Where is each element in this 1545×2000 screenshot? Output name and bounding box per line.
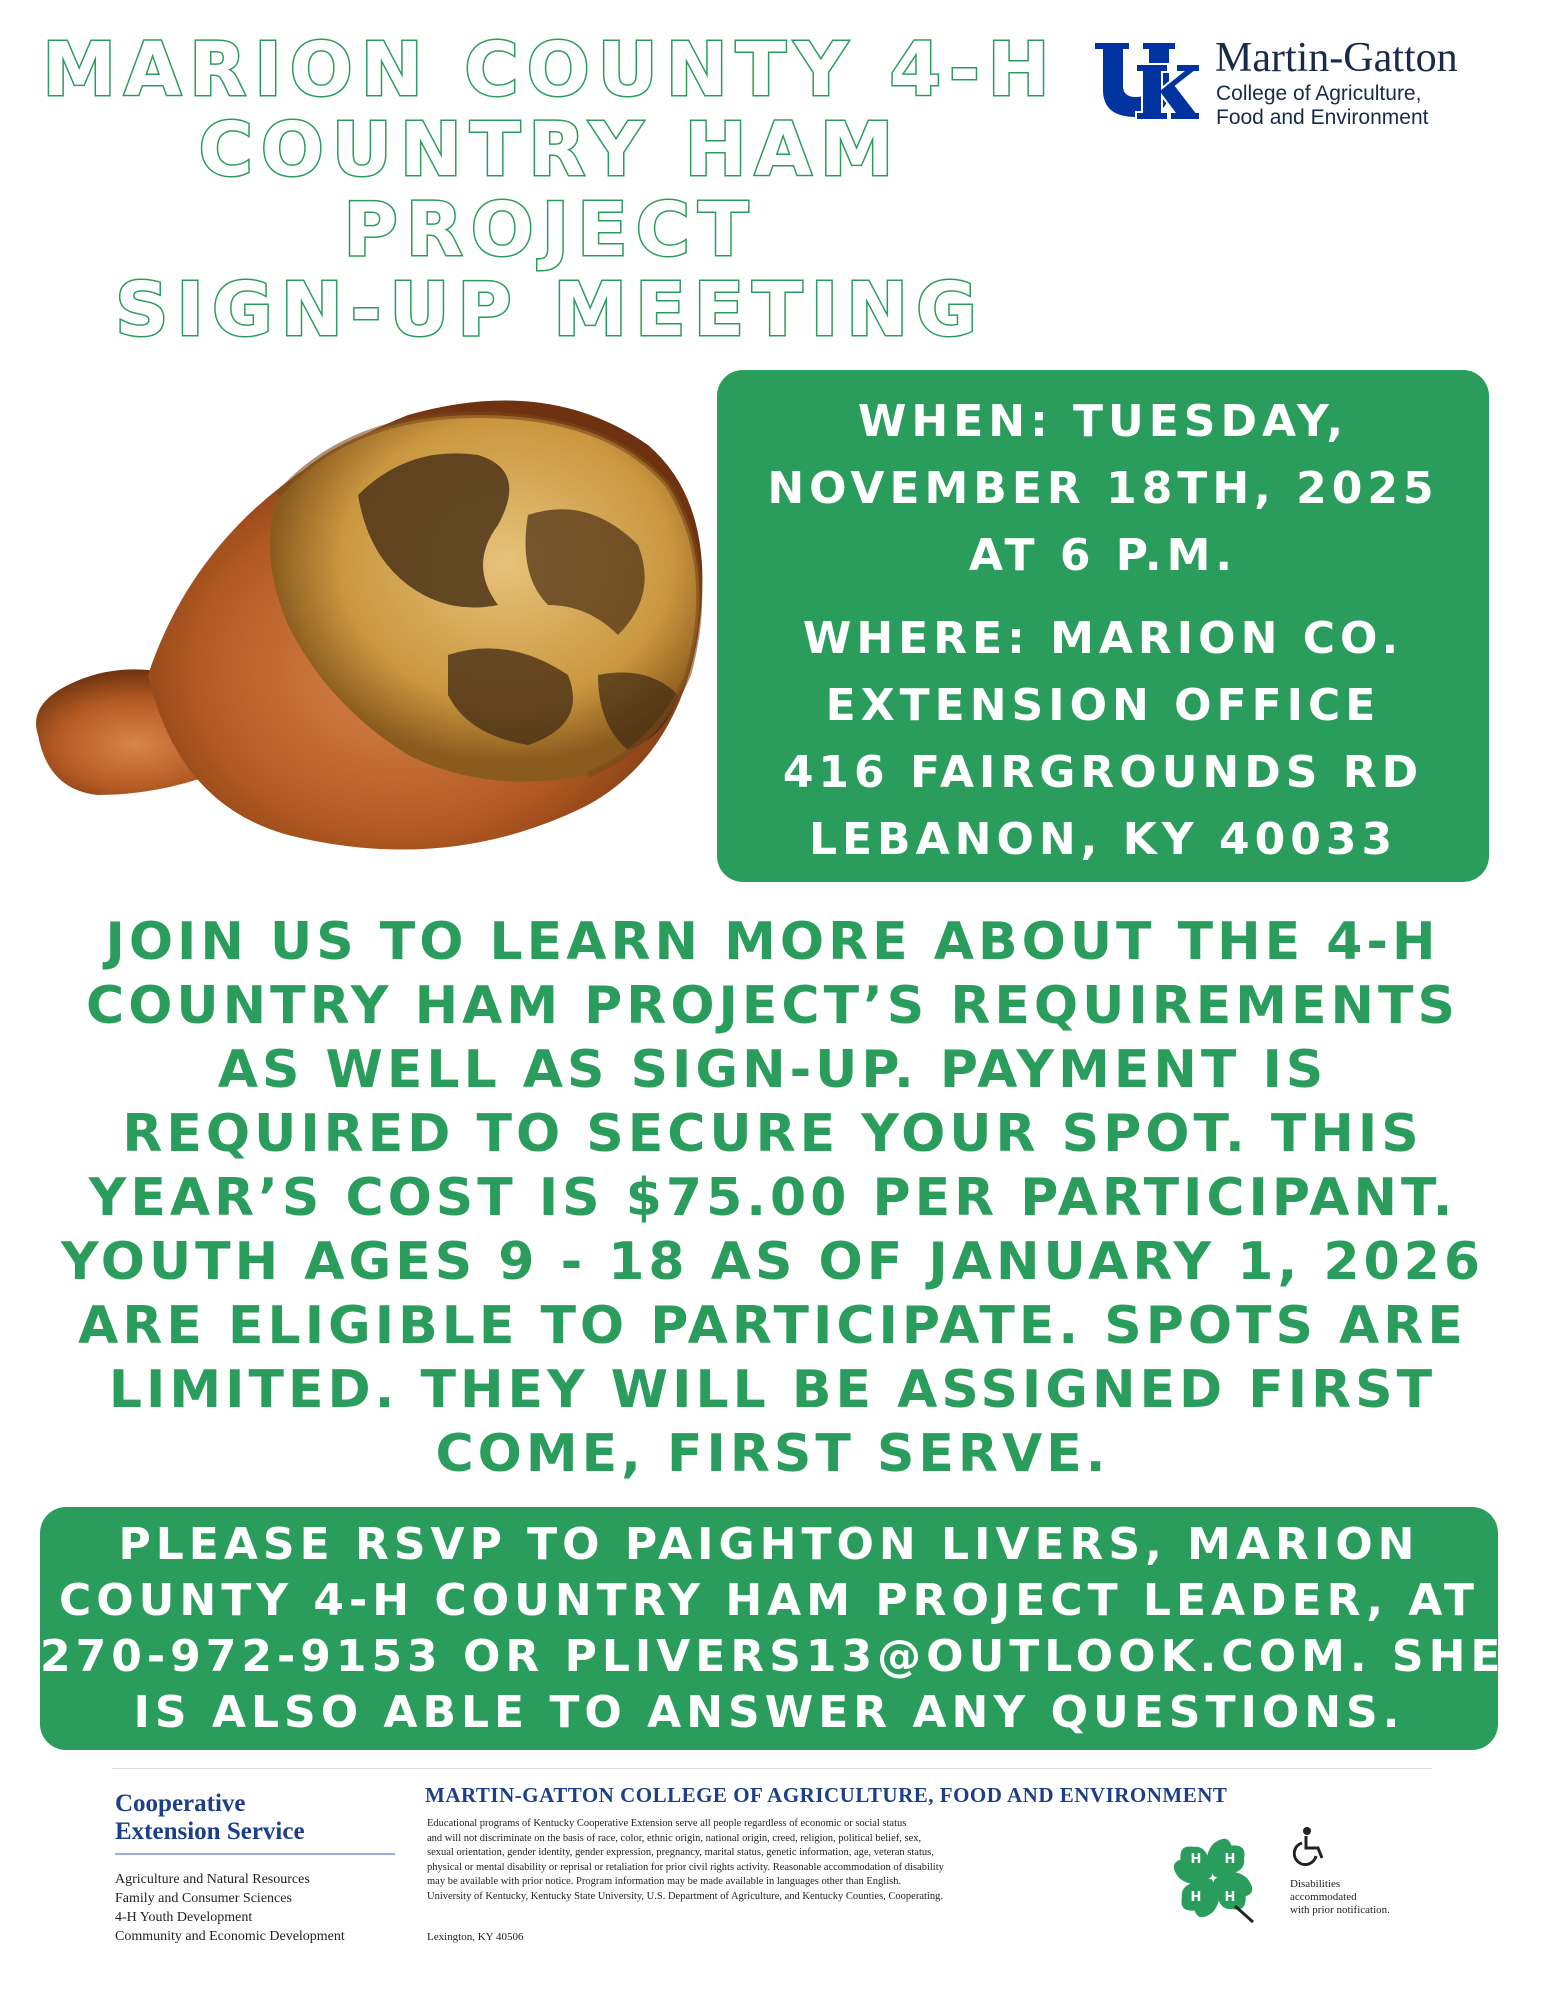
description-line: REQUIRED TO SECURE YOUR SPOT. THIS: [122, 1104, 1423, 1164]
description-line: COME, FIRST SERVE.: [435, 1424, 1110, 1484]
title-line-2: COUNTRY HAM: [198, 107, 902, 193]
rsvp-box: [40, 1507, 1506, 1750]
svg-text:H: H: [1190, 1890, 1202, 1905]
logo-subtitle: [1216, 82, 1428, 130]
college-name: MARTIN-GATTON COLLEGE OF AGRICULTURE, FOOD AND ENVIRONMENT: [425, 1783, 1228, 1807]
logo-subtitle-line-2: Food and Environment: [1216, 106, 1429, 129]
description-line: COUNTRY HAM PROJECT’S REQUIREMENTS: [86, 976, 1459, 1036]
statement-line: physical or mental disability or reprisal or retaliation for prior civil rights activity. Reasonable accommodation of disability: [427, 1861, 944, 1873]
program-area: 4-H Youth Development: [115, 1910, 253, 1925]
statement-line: may be available with prior notice. Program information may be made available in languages other than English.: [427, 1876, 902, 1887]
description-paragraph: [30, 910, 1515, 1486]
description-line: YEAR’S COST IS $75.00 PER PARTICIPANT.: [88, 1168, 1457, 1228]
disabilities-note: [1290, 1878, 1390, 1917]
uk-logo-icon: [1090, 34, 1202, 126]
description-line: YOUTH AGES 9 - 18 AS OF JANUARY 1, 2026: [60, 1232, 1485, 1292]
when-line-3: AT 6 P.M.: [968, 530, 1238, 581]
uk-martin-gatton-logo: [1090, 34, 1520, 134]
svg-text:H: H: [1224, 1890, 1236, 1905]
description-line: ARE ELIGIBLE TO PARTICIPATE. SPOTS ARE: [78, 1296, 1467, 1356]
program-area: Community and Economic Development: [115, 1929, 345, 1944]
title-line-3: PROJECT: [343, 187, 757, 273]
cooperative-extension-title: [115, 1790, 305, 1846]
ces-title-line-2: Extension Service: [115, 1818, 305, 1845]
rsvp-line: COUNTY 4-H COUNTRY HAM PROJECT LEADER, AT: [58, 1575, 1480, 1626]
program-areas-list: [115, 1870, 345, 1946]
program-area: Agriculture and Natural Resources: [115, 1872, 310, 1887]
logo-subtitle-line-1: College of Agriculture,: [1216, 82, 1422, 105]
where-line-3: 416 FAIRGROUNDS RD: [782, 747, 1424, 798]
title-line-1: MARION COUNTY 4-H: [42, 27, 1058, 113]
address: Lexington, KY 40506: [427, 1931, 524, 1943]
ces-divider: [115, 1853, 395, 1855]
country-ham-photo: [28, 375, 718, 875]
when-line-2: NOVEMBER 18TH, 2025: [767, 463, 1439, 514]
where-line-1: WHERE: MARION CO.: [802, 613, 1404, 664]
where-section: [717, 605, 1489, 873]
when-line-1: WHEN: TUESDAY,: [857, 396, 1349, 447]
rsvp-line: IS ALSO ABLE TO ANSWER ANY QUESTIONS.: [133, 1687, 1405, 1738]
description-line: LIMITED. THEY WILL BE ASSIGNED FIRST: [108, 1360, 1437, 1420]
title-line-4: SIGN-UP MEETING: [115, 267, 985, 353]
disabilities-line: accommodated: [1290, 1891, 1357, 1903]
where-line-2: EXTENSION OFFICE: [825, 680, 1381, 731]
rsvp-line: 270-972-9153 OR PLIVERS13@OUTLOOK.COM. SHE: [40, 1631, 1506, 1682]
logo-name: Martin-Gatton: [1215, 35, 1458, 81]
meeting-details-box: [717, 370, 1489, 882]
svg-text:H: H: [1224, 1852, 1236, 1867]
statement-line: University of Kentucky, Kentucky State University, U.S. Department of Agriculture, and Kentucky Counties, Cooperating.: [427, 1890, 943, 1902]
wheelchair-icon: [1290, 1826, 1330, 1866]
footer-divider: [112, 1768, 1432, 1769]
when-section: [717, 388, 1489, 589]
svg-text:H: H: [1190, 1852, 1202, 1867]
nondiscrimination-statement: [427, 1817, 1167, 1904]
program-area: Family and Consumer Sciences: [115, 1891, 292, 1906]
statement-line: sexual orientation, gender identity, gender expression, pregnancy, marital status, genetic information, age, veteran status,: [427, 1847, 934, 1858]
ces-title-line-1: Cooperative: [115, 1790, 246, 1817]
disabilities-line: with prior notification.: [1290, 1904, 1390, 1916]
rsvp-line: PLEASE RSVP TO PAIGHTON LIVERS, MARION: [118, 1519, 1420, 1570]
where-line-4: LEBANON, KY 40033: [808, 814, 1398, 865]
disabilities-line: Disabilities: [1290, 1878, 1341, 1890]
4-h-clover-icon: [1163, 1828, 1263, 1928]
statement-line: Educational programs of Kentucky Cooperative Extension serve all people regardless of economic or social status: [427, 1818, 907, 1829]
flyer-title: [40, 27, 1060, 353]
statement-line: and will not discriminate on the basis of race, color, ethnic origin, national origin, creed, religion, political belief, sex,: [427, 1832, 922, 1844]
description-line: AS WELL AS SIGN-UP. PAYMENT IS: [217, 1040, 1328, 1100]
description-line: JOIN US TO LEARN MORE ABOUT THE 4-H: [105, 912, 1440, 972]
